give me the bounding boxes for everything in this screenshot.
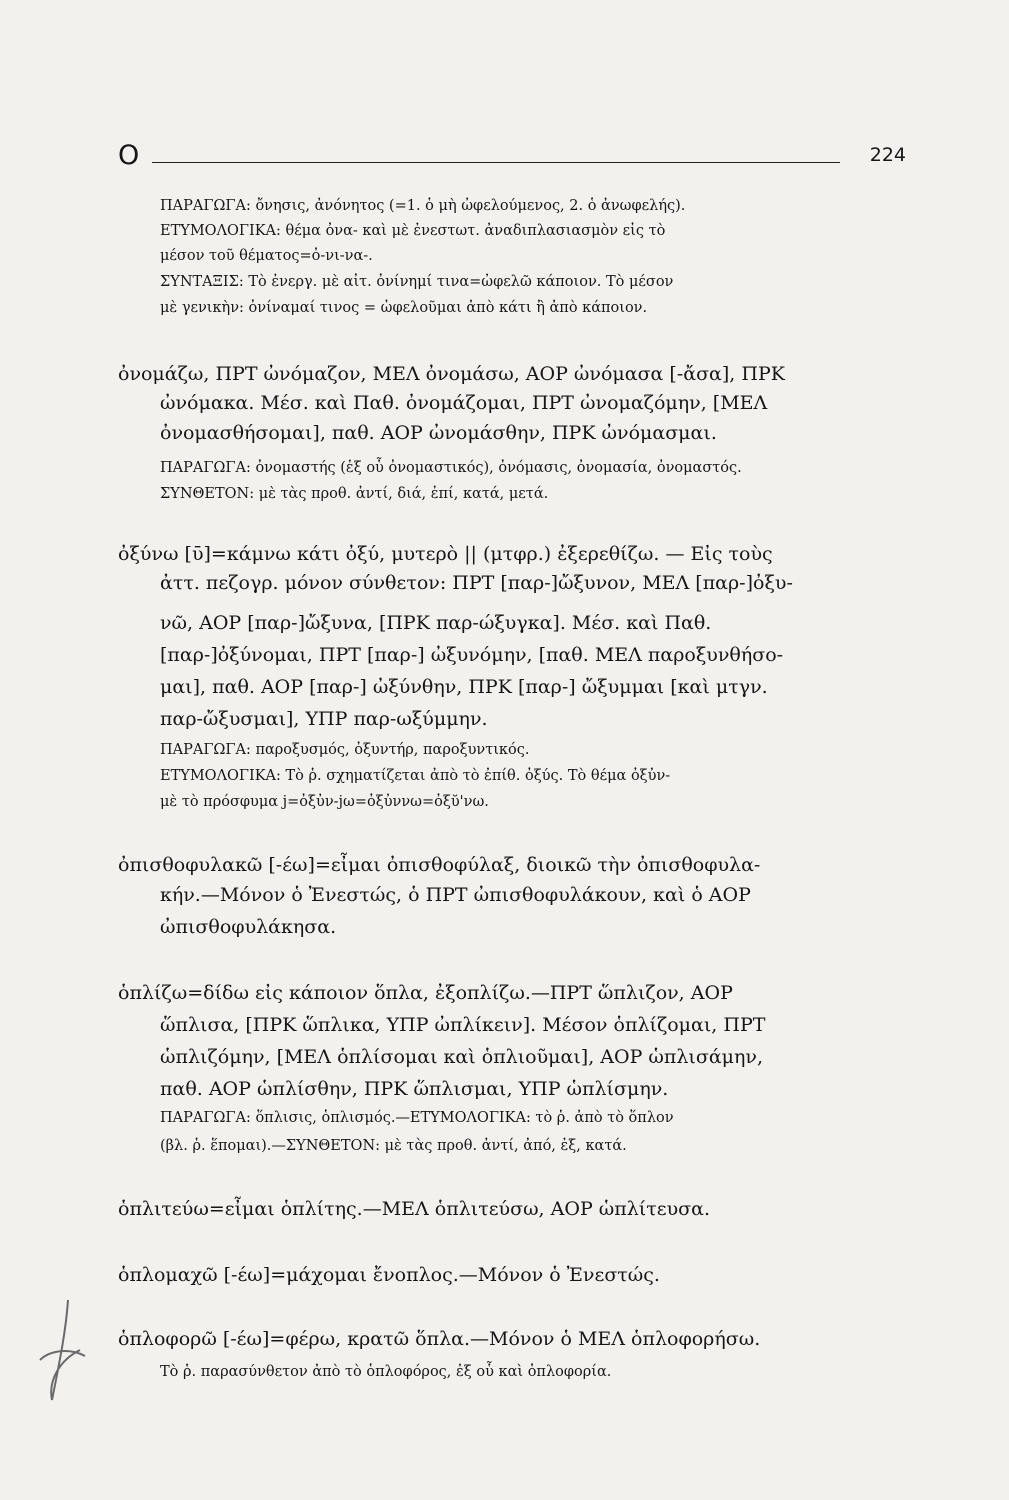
text-line: ὡπλιζόμην, [ΜΕΛ ὁπλίσομαι καὶ ὁπλιοῦμαι], ΑΟΡ ὡπλισάμην, [160, 1046, 763, 1068]
text-line: μέσον τοῦ θέματος=ὀ-νι-να-. [160, 248, 373, 264]
text-line: ΠΑΡΑΓΩΓΑ: ὅπλισις, ὁπλισμός.—ΕΤΥΜΟΛΟΓΙΚΑ: τὸ ῥ. ἀπὸ τὸ ὅπλον [160, 1110, 674, 1126]
text-line: παρ-ὤξυσμαι], ΥΠΡ παρ-ωξύμμην. [160, 708, 488, 730]
page-number: 224 [869, 144, 906, 166]
entry-onomazo: ὀνομάζω, ΠΡΤ ὠνόμαζον, ΜΕΛ ὀνομάσω, ΑΟΡ ὠνόμασα [-ἄσα], ΠΡΚ [118, 363, 785, 385]
text-line: ΠΑΡΑΓΩΓΑ: παροξυσμός, ὀξυντήρ, παροξυντικός. [160, 742, 530, 758]
text-line: ΕΤΥΜΟΛΟΓΙΚΑ: θέμα ὀνα- καὶ μὲ ἐνεστωτ. ἀναδιπλασιασμὸν εἰς τὸ [160, 223, 666, 239]
text-line: κήν.—Μόνον ὁ Ἐνεστώς, ὁ ΠΡΤ ὠπισθοφυλάκουν, καὶ ὁ ΑΟΡ [160, 884, 751, 906]
entry-oxyno: ὀξύνω [ῡ]=κάμνω κάτι ὀξύ, μυτερὸ || (μτφρ.) ἐξερεθίζω. — Εἰς τοὺς [118, 543, 773, 565]
text-line: μὲ τὸ πρόσφυμα j=ὀξὐν-jω=ὀξὐννω=ὀξῠ'νω. [160, 794, 489, 810]
text-line: ἀττ. πεζογρ. μόνον σύνθετον: ΠΡΤ [παρ-]ὤξυνον, ΜΕΛ [παρ-]ὀξυ- [160, 572, 793, 594]
text-line: Τὸ ῥ. παρασύνθετον ἀπὸ τὸ ὁπλοφόρος, ἐξ οὗ καὶ ὁπλοφορία. [160, 1364, 612, 1380]
text-line: νῶ, ΑΟΡ [παρ-]ὤξυνα, [ΠΡΚ παρ-ώξυγκα]. Μέσ. καὶ Παθ. [160, 612, 712, 634]
text-line: μαι], παθ. ΑΟΡ [παρ-] ὠξύνθην, ΠΡΚ [παρ-] ὤξυμμαι [καὶ μτγν. [160, 676, 768, 698]
entry-oplitevo: ὁπλιτεύω=εἶμαι ὁπλίτης.—ΜΕΛ ὁπλιτεύσω, ΑΟΡ ὡπλίτευσα. [118, 1198, 710, 1220]
page-header [118, 140, 906, 176]
text-line: ΣΥΝΘΕΤΟΝ: μὲ τὰς προθ. ἀντί, διά, ἐπί, κατά, μετά. [160, 486, 549, 502]
text-line: παθ. ΑΟΡ ὡπλίσθην, ΠΡΚ ὥπλισμαι, ΥΠΡ ὡπλίσμην. [160, 1078, 669, 1100]
text-line: μὲ γενικὴν: ὀνίναμαί τινος = ὠφελοῦμαι ἀπὸ κάτι ἢ ἀπὸ κάποιον. [160, 300, 648, 316]
header-rule [152, 162, 840, 163]
text-line: ΠΑΡΑΓΩΓΑ: ὄνησις, ἀνόνητος (=1. ὁ μὴ ὠφελούμενος, 2. ὁ ἀνωφελής). [160, 198, 686, 214]
text-line: ΠΑΡΑΓΩΓΑ: ὀνομαστής (ἐξ οὗ ὀνομαστικός), ὀνόμασις, ὀνομασία, ὀνομαστός. [160, 460, 742, 476]
handwritten-mark [30, 1290, 90, 1410]
entry-oplizo: ὁπλίζω=δίδω εἰς κάποιον ὅπλα, ἐξοπλίζω.—ΠΡΤ ὥπλιζον, ΑΟΡ [118, 982, 733, 1004]
text-line: [παρ-]ὀξύνομαι, ΠΡΤ [παρ-] ὠξυνόμην, [παθ. ΜΕΛ παροξυνθήσο- [160, 644, 784, 666]
text-line: ὠπισθοφυλάκησα. [160, 916, 337, 938]
text-line: ὠνόμακα. Μέσ. καὶ Παθ. ὀνομάζομαι, ΠΡΤ ὠνομαζόμην, [ΜΕΛ [160, 392, 768, 414]
entry-opisthofylako: ὀπισθοφυλακῶ [-έω]=εἶμαι ὀπισθοφύλαξ, διοικῶ τὴν ὀπισθοφυλα- [118, 854, 761, 876]
section-letter: Ο [118, 140, 140, 171]
entry-oplophoro: ὁπλοφορῶ [-έω]=φέρω, κρατῶ ὅπλα.—Μόνον ὁ ΜΕΛ ὁπλοφορήσω. [118, 1328, 761, 1350]
text-line: ὥπλισα, [ΠΡΚ ὥπλικα, ΥΠΡ ὠπλίκειν]. Μέσον ὁπλίζομαι, ΠΡΤ [160, 1014, 766, 1036]
text-line: ὀνομασθήσομαι], παθ. ΑΟΡ ὠνομάσθην, ΠΡΚ ὠνόμασμαι. [160, 422, 717, 444]
text-line: ΣΥΝΤΑΞΙΣ: Τὸ ἐνεργ. μὲ αἰτ. ὀνίνημί τινα=ὠφελῶ κάποιον. Τὸ μέσον [160, 274, 674, 290]
text-line: (βλ. ῥ. ἕπομαι).—ΣΥΝΘΕΤΟΝ: μὲ τὰς προθ. ἀντί, ἀπό, ἐξ, κατά. [160, 1138, 627, 1154]
text-line: ΕΤΥΜΟΛΟΓΙΚΑ: Τὸ ῥ. σχηματίζεται ἀπὸ τὸ ἐπίθ. ὀξύς. Τὸ θέμα ὀξὐν- [160, 768, 671, 784]
entry-oplomacho: ὁπλομαχῶ [-έω]=μάχομαι ἔνοπλος.—Μόνον ὁ Ἐνεστώς. [118, 1264, 660, 1286]
